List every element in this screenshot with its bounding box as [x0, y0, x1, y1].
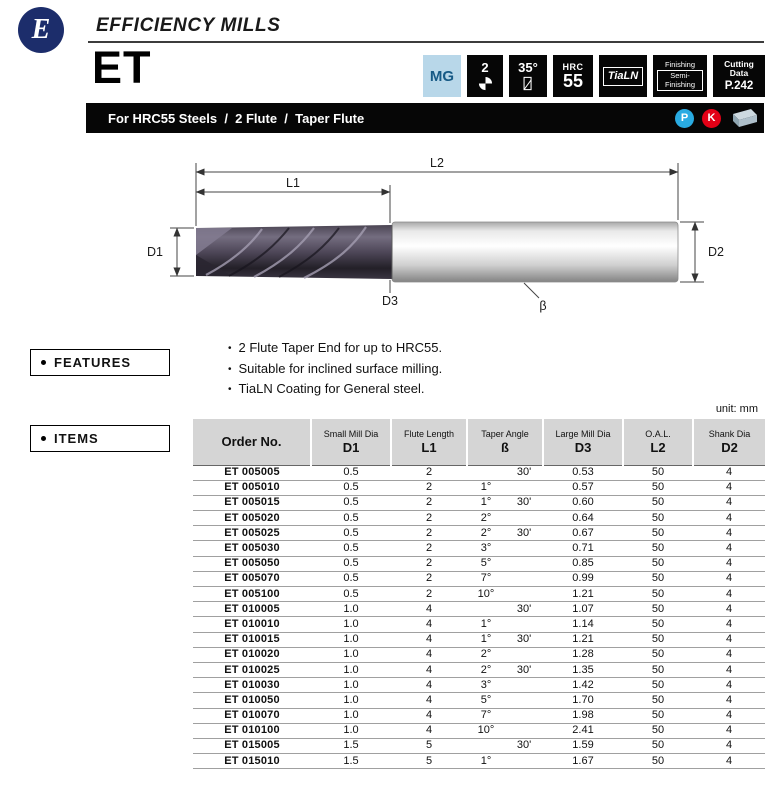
- cell-d3: 1.98: [543, 708, 623, 723]
- cell-d2: 4: [693, 693, 765, 708]
- cell-l1: 4: [391, 693, 467, 708]
- col-sublabel: L2: [650, 439, 666, 455]
- cell-l2: 50: [623, 678, 693, 693]
- dim-label-d1: D1: [147, 245, 163, 259]
- cell-d1: 1.0: [311, 632, 391, 647]
- col-label: Shank Dia: [708, 428, 751, 439]
- cell-order-no: ET 005015: [193, 495, 311, 510]
- col-shank-dia: [693, 419, 765, 465]
- cell-l1: 4: [391, 647, 467, 662]
- cell-d2: 4: [693, 723, 765, 738]
- dim-label-l2: L2: [430, 156, 444, 170]
- cell-d2: 4: [693, 602, 765, 617]
- cell-l1: 2: [391, 587, 467, 602]
- semi-finishing-label: Semi-Finishing: [657, 70, 703, 91]
- cell-l2: 50: [623, 495, 693, 510]
- tool-dimension-drawing: [0, 143, 780, 348]
- hardness-badge: [553, 55, 593, 97]
- cutting-data-label-2: Data: [729, 68, 749, 78]
- cell-d3: 1.07: [543, 602, 623, 617]
- cell-d2: 4: [693, 571, 765, 586]
- cell-taper-angle: 7°: [467, 571, 543, 586]
- cell-d3: 1.28: [543, 647, 623, 662]
- cell-l2: 50: [623, 662, 693, 677]
- cell-d3: 0.53: [543, 465, 623, 480]
- table-row: [193, 480, 765, 495]
- cell-taper-angle: 3°: [467, 541, 543, 556]
- cell-taper-angle: 2° 30': [467, 526, 543, 541]
- feature-text: Suitable for inclined surface milling.: [238, 360, 443, 376]
- cell-d3: 1.70: [543, 693, 623, 708]
- cell-d3: 0.85: [543, 556, 623, 571]
- cell-l2: 50: [623, 632, 693, 647]
- col-sublabel: D1: [342, 439, 360, 455]
- cell-taper-angle: 2°: [467, 511, 543, 526]
- cell-order-no: ET 005010: [193, 480, 311, 495]
- cell-l2: 50: [623, 526, 693, 541]
- col-label: Taper Angle: [481, 428, 529, 439]
- label-bullet: [41, 360, 46, 365]
- cell-order-no: ET 005050: [193, 556, 311, 571]
- cell-taper-angle: 5°: [467, 556, 543, 571]
- cell-l1: 2: [391, 495, 467, 510]
- cell-d1: 1.0: [311, 708, 391, 723]
- table-row: [193, 571, 765, 586]
- cell-l1: 4: [391, 678, 467, 693]
- cell-taper-angle: 1°: [467, 754, 543, 769]
- cell-order-no: ET 005100: [193, 587, 311, 602]
- flute-cross-section-icon: [478, 76, 493, 91]
- col-label: Large Mill Dia: [555, 428, 611, 439]
- hardness-label: HRC: [562, 61, 584, 72]
- cell-taper-angle: 30': [467, 602, 543, 617]
- cell-taper-angle: 1°: [467, 480, 543, 495]
- cell-order-no: ET 005020: [193, 511, 311, 526]
- cell-d1: 1.0: [311, 678, 391, 693]
- cell-taper-angle: 1°: [467, 617, 543, 632]
- col-taper-angle: [467, 419, 543, 465]
- cell-d1: 0.5: [311, 526, 391, 541]
- cell-d2: 4: [693, 511, 765, 526]
- label-bullet: [41, 436, 46, 441]
- cell-l2: 50: [623, 723, 693, 738]
- cell-l1: 2: [391, 511, 467, 526]
- items-section-label: [30, 425, 170, 452]
- cell-d2: 4: [693, 632, 765, 647]
- col-flute-length: [391, 419, 467, 465]
- cell-d1: 0.5: [311, 511, 391, 526]
- coating-badge: [599, 55, 647, 97]
- table-row: [193, 541, 765, 556]
- helix-angle-label: 35°: [518, 60, 538, 75]
- features-label-text: FEATURES: [54, 355, 132, 370]
- dim-label-d3: D3: [382, 294, 398, 308]
- col-sublabel: ß: [501, 439, 509, 455]
- cell-l1: 2: [391, 571, 467, 586]
- feature-text: TiaLN Coating for General steel.: [238, 381, 425, 396]
- table-row: [193, 647, 765, 662]
- cell-d1: 0.5: [311, 480, 391, 495]
- table-row: [193, 495, 765, 510]
- cell-d3: 1.21: [543, 587, 623, 602]
- col-oal: [623, 419, 693, 465]
- cell-d1: 1.0: [311, 723, 391, 738]
- cell-l2: 50: [623, 556, 693, 571]
- cell-order-no: ET 010020: [193, 647, 311, 662]
- helix-angle-badge: [509, 55, 547, 97]
- col-order-no: [193, 419, 311, 465]
- flute-count-badge: [467, 55, 503, 97]
- table-row: [193, 662, 765, 677]
- cell-taper-angle: 2° 30': [467, 662, 543, 677]
- cell-d1: 1.5: [311, 738, 391, 753]
- spec-badge-strip: [423, 55, 765, 97]
- cell-order-no: ET 005025: [193, 526, 311, 541]
- cell-l1: 4: [391, 723, 467, 738]
- cell-l1: 2: [391, 526, 467, 541]
- table-row: [193, 587, 765, 602]
- cell-d1: 1.0: [311, 662, 391, 677]
- cell-d3: 0.99: [543, 571, 623, 586]
- finishing-label: Finishing: [664, 60, 695, 69]
- table-row: [193, 556, 765, 571]
- series-letter: E: [31, 14, 51, 45]
- cell-order-no: ET 010010: [193, 617, 311, 632]
- col-sublabel: D3: [574, 439, 592, 455]
- cell-d3: 2.41: [543, 723, 623, 738]
- col-sublabel: D2: [721, 439, 738, 455]
- cell-d2: 4: [693, 465, 765, 480]
- items-table-header: [193, 419, 765, 465]
- cell-l2: 50: [623, 738, 693, 753]
- cell-l2: 50: [623, 754, 693, 769]
- cell-d2: 4: [693, 587, 765, 602]
- items-label-text: ITEMS: [54, 431, 99, 446]
- tool-silhouette: [196, 222, 678, 282]
- cell-d1: 1.0: [311, 617, 391, 632]
- cell-taper-angle: 10°: [467, 723, 543, 738]
- cell-l1: 4: [391, 708, 467, 723]
- cell-d1: 0.5: [311, 465, 391, 480]
- cell-d3: 0.60: [543, 495, 623, 510]
- cell-d3: 0.67: [543, 526, 623, 541]
- iso-material-badges: [675, 107, 759, 129]
- header-row: [193, 419, 765, 465]
- col-small-mill-dia: [311, 419, 391, 465]
- table-row: [193, 678, 765, 693]
- cell-order-no: ET 010005: [193, 602, 311, 617]
- cell-d1: 1.0: [311, 602, 391, 617]
- coating-label: TiaLN: [603, 67, 643, 86]
- cell-d3: 1.35: [543, 662, 623, 677]
- cell-d1: 1.0: [311, 693, 391, 708]
- cell-l1: 4: [391, 602, 467, 617]
- helix-icon: [521, 76, 535, 91]
- cell-d3: 1.67: [543, 754, 623, 769]
- cell-l2: 50: [623, 647, 693, 662]
- feature-bullet: •: [228, 384, 232, 395]
- cell-d1: 0.5: [311, 556, 391, 571]
- cell-l1: 5: [391, 754, 467, 769]
- cell-d2: 4: [693, 678, 765, 693]
- finishing-badge: [653, 55, 707, 97]
- cutting-data-badge: [713, 55, 765, 97]
- cell-l2: 50: [623, 708, 693, 723]
- material-group-badge: [423, 55, 461, 97]
- cutting-data-page: P.242: [724, 79, 754, 92]
- col-label: Flute Length: [403, 428, 455, 439]
- cell-order-no: ET 015005: [193, 738, 311, 753]
- cell-order-no: ET 005005: [193, 465, 311, 480]
- cell-taper-angle: 1° 30': [467, 495, 543, 510]
- cell-l2: 50: [623, 480, 693, 495]
- cell-l2: 50: [623, 541, 693, 556]
- col-label: Small Mill Dia: [323, 428, 379, 439]
- cell-l2: 50: [623, 571, 693, 586]
- cell-order-no: ET 005030: [193, 541, 311, 556]
- cell-l2: 50: [623, 617, 693, 632]
- items-table: [193, 419, 765, 769]
- series-title: EFFICIENCY MILLS: [96, 15, 281, 36]
- dim-label-beta: β: [539, 299, 547, 313]
- cell-d3: 1.21: [543, 632, 623, 647]
- col-label: Order No.: [221, 434, 282, 450]
- cell-order-no: ET 010015: [193, 632, 311, 647]
- cell-l1: 4: [391, 662, 467, 677]
- cell-d2: 4: [693, 480, 765, 495]
- flute-count-label: 2: [481, 60, 489, 75]
- cell-order-no: ET 010030: [193, 678, 311, 693]
- cell-d1: 0.5: [311, 495, 391, 510]
- cell-taper-angle: 10°: [467, 587, 543, 602]
- material-group-label: MG: [429, 67, 455, 85]
- cell-order-no: ET 010025: [193, 662, 311, 677]
- cell-d2: 4: [693, 541, 765, 556]
- title-divider: [88, 41, 764, 43]
- cell-d2: 4: [693, 617, 765, 632]
- table-row: [193, 511, 765, 526]
- cell-taper-angle: 3°: [467, 678, 543, 693]
- table-row: [193, 693, 765, 708]
- cell-order-no: ET 015010: [193, 754, 311, 769]
- dim-label-l1: L1: [286, 176, 300, 190]
- subheader-bar: [86, 103, 764, 133]
- cell-l1: 5: [391, 738, 467, 753]
- features-section-label: [30, 349, 170, 376]
- page-title: ET: [92, 42, 152, 93]
- cell-d2: 4: [693, 526, 765, 541]
- cell-taper-angle: 5°: [467, 693, 543, 708]
- cell-l2: 50: [623, 602, 693, 617]
- table-row: [193, 602, 765, 617]
- cell-l1: 2: [391, 541, 467, 556]
- feature-item: [228, 359, 442, 380]
- cell-taper-angle: 2°: [467, 647, 543, 662]
- cell-d3: 0.57: [543, 480, 623, 495]
- cell-d3: 0.64: [543, 511, 623, 526]
- cell-order-no: ET 010100: [193, 723, 311, 738]
- table-row: [193, 632, 765, 647]
- cell-taper-angle: 7°: [467, 708, 543, 723]
- feature-item: [228, 379, 442, 400]
- cell-d2: 4: [693, 754, 765, 769]
- cell-order-no: ET 005070: [193, 571, 311, 586]
- hardness-value: 55: [562, 70, 584, 91]
- cell-d2: 4: [693, 708, 765, 723]
- cell-taper-angle: 30': [467, 465, 543, 480]
- feature-bullet: •: [228, 343, 232, 354]
- cell-l2: 50: [623, 693, 693, 708]
- cell-l1: 4: [391, 617, 467, 632]
- col-label: O.A.L.: [645, 428, 671, 439]
- cell-d2: 4: [693, 738, 765, 753]
- table-row: [193, 723, 765, 738]
- cell-l2: 50: [623, 587, 693, 602]
- workpiece-icon: [729, 107, 759, 129]
- iso-p-badge: P: [675, 109, 694, 128]
- col-sublabel: L1: [421, 439, 437, 455]
- cell-order-no: ET 010070: [193, 708, 311, 723]
- cell-taper-angle: 30': [467, 738, 543, 753]
- dim-label-d2: D2: [708, 245, 724, 259]
- cell-d1: 0.5: [311, 541, 391, 556]
- cell-d3: 0.71: [543, 541, 623, 556]
- cell-d3: 1.59: [543, 738, 623, 753]
- cell-d2: 4: [693, 662, 765, 677]
- cell-l1: 2: [391, 465, 467, 480]
- cell-taper-angle: 1° 30': [467, 632, 543, 647]
- cell-d1: 1.5: [311, 754, 391, 769]
- table-row: [193, 617, 765, 632]
- cutting-data-label-1: Cutting: [724, 58, 754, 69]
- features-list: [228, 338, 442, 400]
- table-row: [193, 526, 765, 541]
- feature-bullet: •: [228, 363, 232, 375]
- cell-order-no: ET 010050: [193, 693, 311, 708]
- col-large-mill-dia: [543, 419, 623, 465]
- cell-l1: 2: [391, 556, 467, 571]
- cell-l1: 2: [391, 480, 467, 495]
- unit-note: unit: mm: [715, 403, 758, 415]
- feature-item: [228, 338, 442, 359]
- cell-d3: 1.14: [543, 617, 623, 632]
- table-row: [193, 708, 765, 723]
- iso-k-badge: K: [702, 109, 721, 128]
- subheader-text: For HRC55 Steels / 2 Flute / Taper Flute: [108, 110, 365, 126]
- cell-d1: 0.5: [311, 587, 391, 602]
- series-badge: [18, 7, 64, 53]
- cell-d3: 1.42: [543, 678, 623, 693]
- items-table-body: [193, 465, 765, 769]
- cell-d2: 4: [693, 647, 765, 662]
- cell-l2: 50: [623, 465, 693, 480]
- cell-d1: 0.5: [311, 571, 391, 586]
- cell-d2: 4: [693, 556, 765, 571]
- feature-text: 2 Flute Taper End for up to HRC55.: [238, 340, 443, 355]
- table-row: [193, 754, 765, 769]
- cell-l2: 50: [623, 511, 693, 526]
- cell-d1: 1.0: [311, 647, 391, 662]
- cell-l1: 4: [391, 632, 467, 647]
- table-row: [193, 738, 765, 753]
- tool-shank: [392, 222, 678, 282]
- cell-d2: 4: [693, 495, 765, 510]
- table-row: [193, 465, 765, 480]
